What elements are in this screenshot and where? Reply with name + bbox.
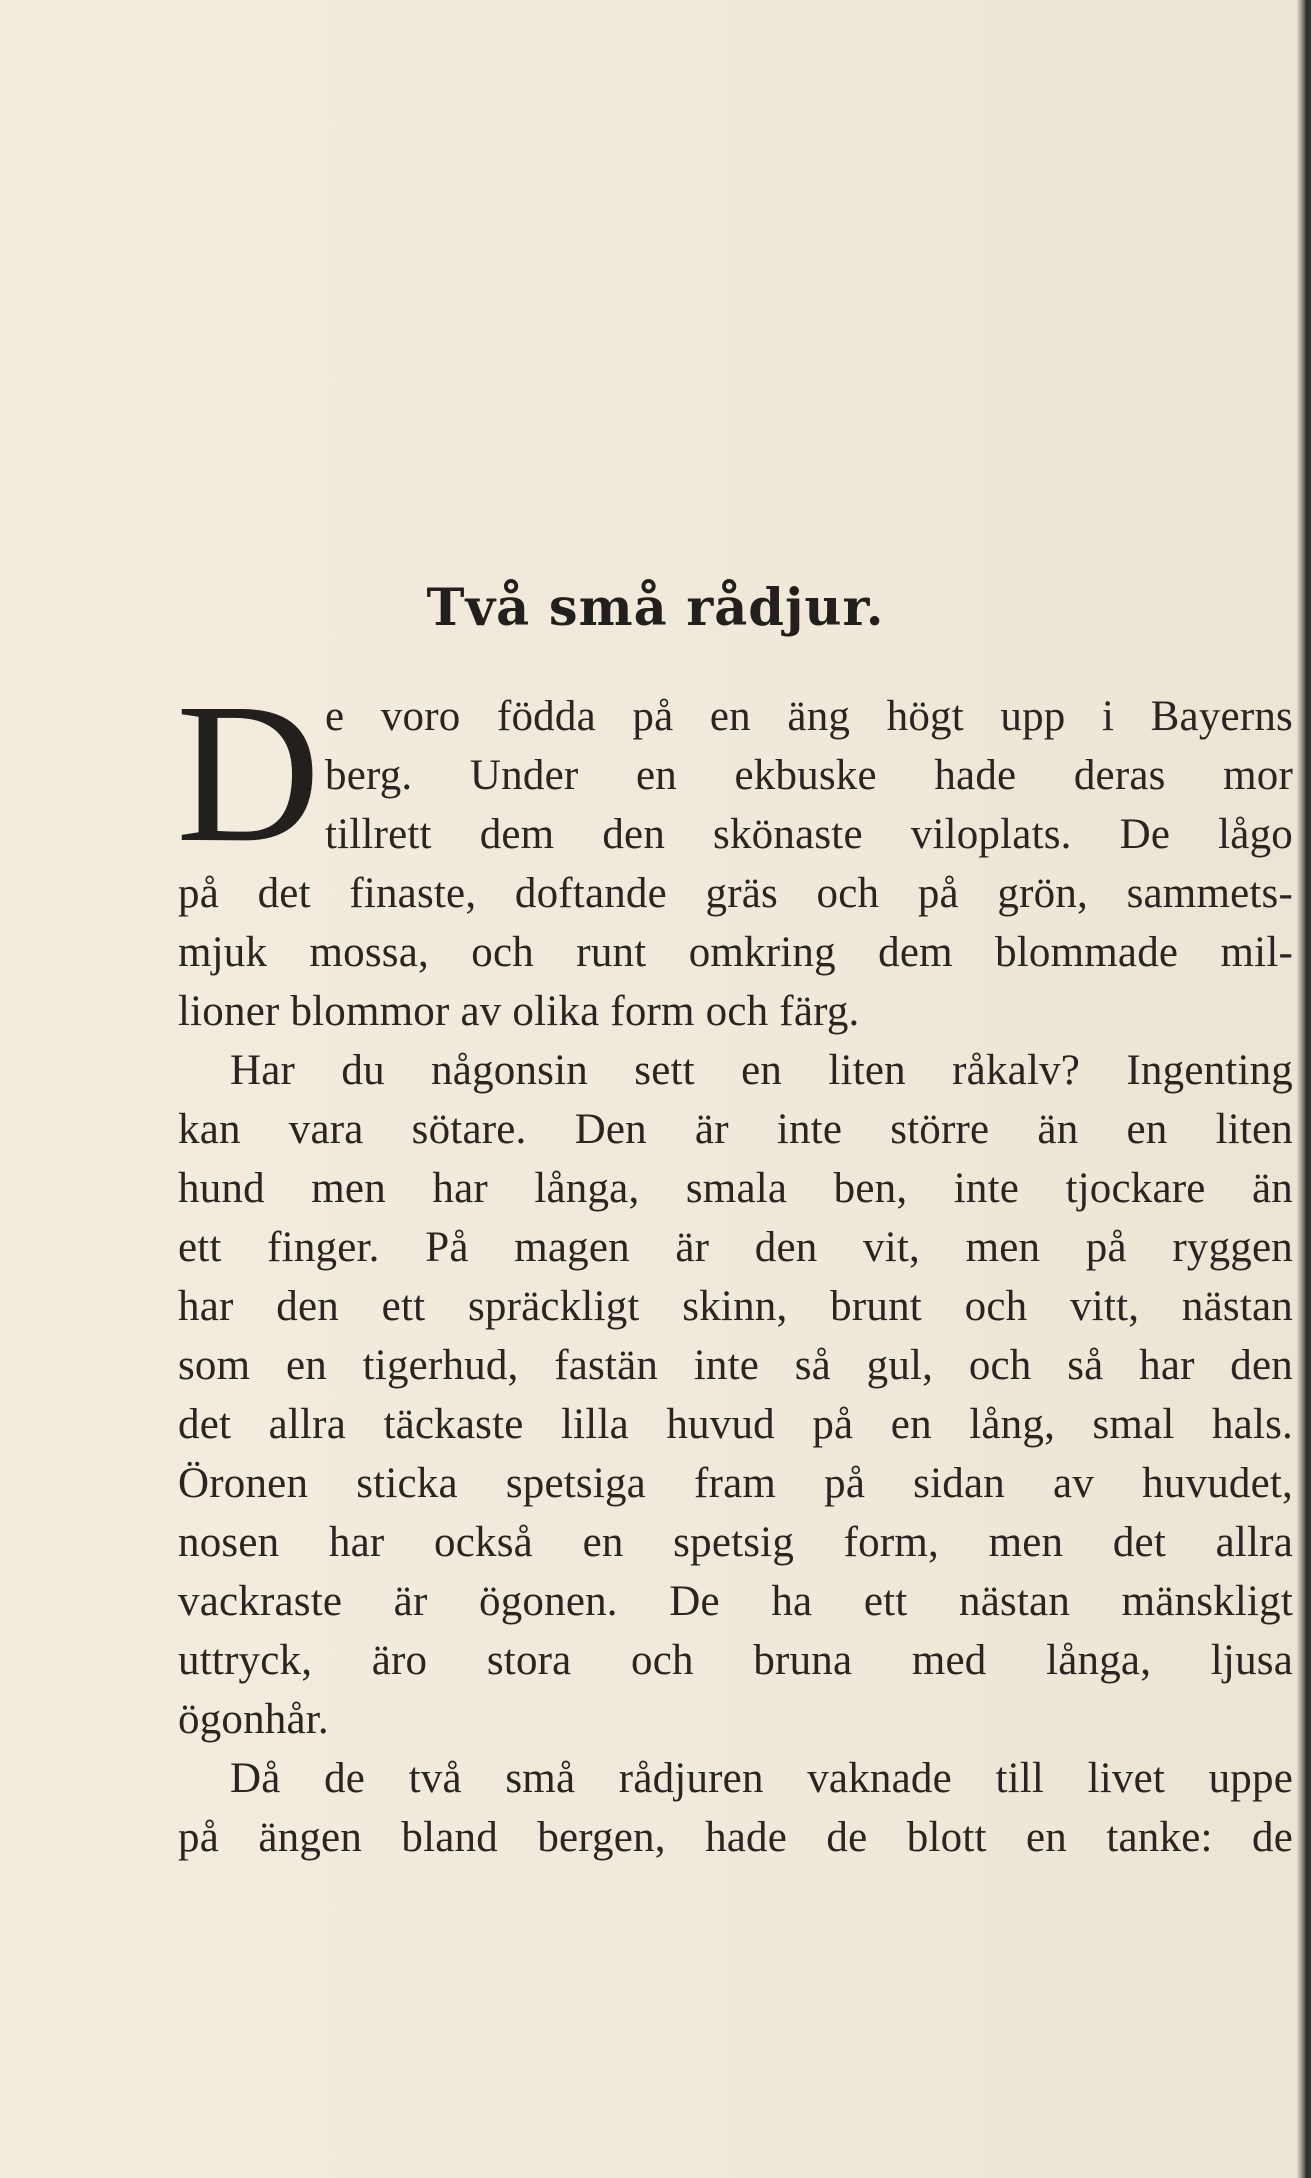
text-line: hund men har långa, smala ben, inte tjockare än	[178, 1165, 1293, 1212]
text-line: nosen har också en spetsig form, men det allra	[178, 1519, 1293, 1566]
chapter-title: Två små rådjur.	[426, 578, 885, 638]
text-line: Har du någonsin sett en liten råkalv? Ingenting	[230, 1047, 1293, 1094]
text-line: på ängen bland bergen, hade de blott en tanke: de	[178, 1814, 1293, 1861]
text-line: vackraste är ögonen. De ha ett nästan mänskligt	[178, 1578, 1293, 1625]
text-line: uttryck, äro stora och bruna med långa, ljusa	[178, 1637, 1293, 1684]
drop-cap: D	[176, 663, 321, 884]
text-line: lioner blommor av olika form och färg.	[178, 988, 860, 1035]
text-line: mjuk mossa, och runt omkring dem blommade mil-	[178, 929, 1293, 976]
page-edge-shadow	[1297, 0, 1311, 2178]
text-line: Då de två små rådjuren vaknade till livet uppe	[230, 1755, 1293, 1802]
text-line: Öronen sticka spetsiga fram på sidan av huvudet,	[178, 1460, 1293, 1507]
text-line: e voro födda på en äng högt upp i Bayerns	[325, 693, 1293, 740]
text-line: ögonhår.	[178, 1696, 329, 1743]
text-line: berg. Under en ekbuske hade deras mor	[325, 752, 1293, 799]
text-line: som en tigerhud, fastän inte så gul, och så har den	[178, 1342, 1293, 1389]
text-line: på det finaste, doftande gräs och på grön, sammets-	[178, 870, 1293, 917]
text-line: kan vara sötare. Den är inte större än en liten	[178, 1106, 1293, 1153]
text-line: det allra täckaste lilla huvud på en lång, smal hals.	[178, 1401, 1293, 1448]
text-line: ett finger. På magen är den vit, men på ryggen	[178, 1224, 1293, 1271]
text-line: tillrett dem den skönaste viloplats. De lågo	[325, 811, 1293, 858]
text-line: har den ett spräckligt skinn, brunt och vitt, nästan	[178, 1283, 1293, 1330]
